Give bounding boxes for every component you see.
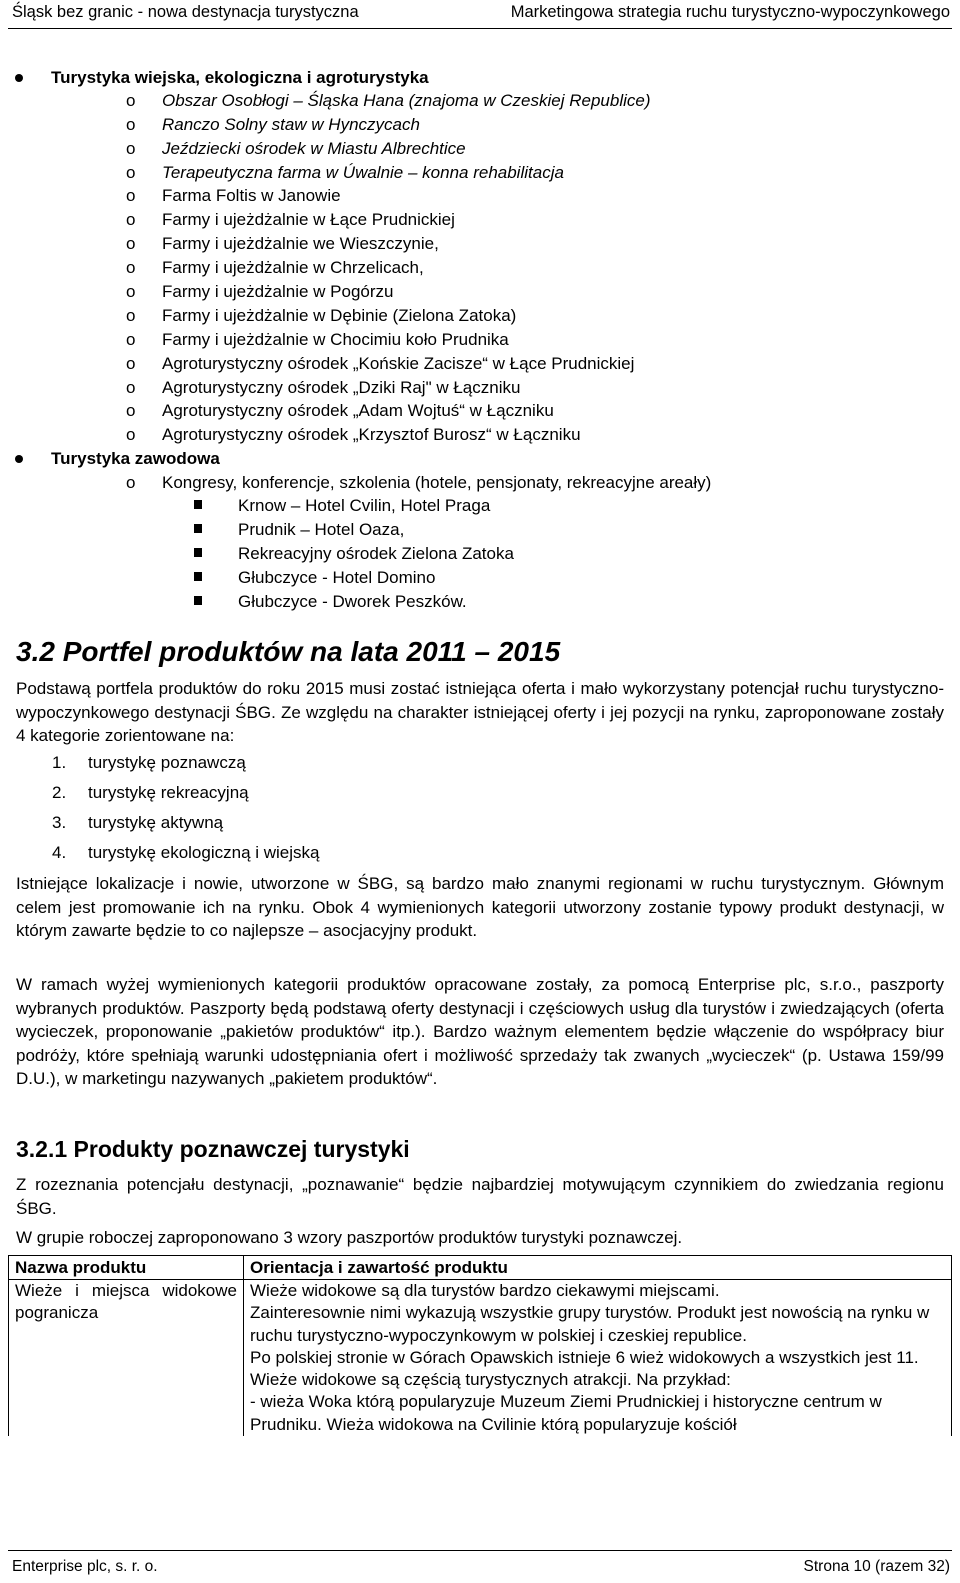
item-number: 4.	[52, 843, 67, 862]
header-left: Śląsk bez granic - nowa destynacja turystyczna	[12, 3, 359, 21]
circle-bullet-icon: o	[126, 258, 136, 277]
list-item: Farmy i ujeżdżalnie w Dębinie (Zielona Zatoka)	[162, 306, 517, 325]
paragraph: W ramach wyżej wymienionych kategorii produktów opracowane zostały, za pomocą Enterprise plc, s.r.o., paszporty wybranych produktów. Paszporty będą podstawą oferty destynacji i częściowych usług dla turystów i zwiedzających (oferta wycieczek, proponowanie „pakietów produktów“ itp.). Bardzo ważnym elementem będzie włączenie do współpracy biur podróży, które spełniają warunki udostępniania ofert i możliwość sprzedaży tak zwanych „wycieczek“ (p. Ustawa 159/99 D.U.), w marketingu nazywanych „pakietem produktów“.	[16, 975, 944, 1088]
table-header-cell: Nazwa produktu	[9, 1256, 244, 1280]
sub-list-item: Prudnik – Hotel Oaza,	[238, 520, 405, 539]
item-text: turystykę rekreacyjną	[88, 783, 249, 802]
paragraph: Istniejące lokalizacje i nowie, utworzone w ŚBG, są bardzo mało znanymi regionami w ruchu turystycznym. Głównym celem jest promowanie ich na rynku. Obok 4 wymienionych kategorii utworzony zostanie typowy produkt destynacji, w którym zawarte będzie to co najlepsze – asocjacyjny produkt.	[16, 874, 944, 940]
sub-list-item: Krnow – Hotel Cvilin, Hotel Praga	[238, 496, 491, 515]
sub-list-item: Głubczyce - Hotel Domino	[238, 568, 436, 587]
product-description-cell	[244, 1280, 952, 1437]
intro-paragraph: Podstawą portfela produktów do roku 2015 musi zostać istniejąca oferta i mało wykorzystany potencjał ruchu turystyczno-wypoczynkowego destynacji ŚBG. Ze względu na charakter istniejącej oferty i jej pozycji na rynku, zaproponowane zostały 4 kategorie zorientowane na:	[16, 679, 944, 745]
circle-bullet-icon: o	[126, 115, 136, 134]
circle-bullet-icon: o	[126, 425, 136, 444]
subsection-heading: 3.2.1 Produkty poznawczej turystyki	[16, 1136, 410, 1162]
square-bullet-icon	[194, 500, 202, 509]
footer-left: Enterprise plc, s. r. o.	[12, 1558, 158, 1575]
circle-bullet-icon: o	[126, 473, 136, 492]
table-header-row	[9, 1256, 952, 1280]
footer-divider	[8, 1550, 952, 1551]
list-item: Agroturystyczny ośrodek „Końskie Zacisze“ w Łące Prudnickiej	[162, 354, 635, 373]
circle-bullet-icon: o	[126, 378, 136, 397]
circle-bullet-icon: o	[126, 163, 136, 182]
numbered-item	[52, 781, 249, 804]
square-bullet-icon	[194, 596, 202, 605]
table-row	[9, 1280, 952, 1437]
numbered-item	[52, 811, 223, 834]
list-heading-agroturystyka: Turystyka wiejska, ekologiczna i agroturystyka	[51, 68, 429, 87]
item-text: turystykę poznawczą	[88, 753, 246, 772]
circle-bullet-icon: o	[126, 91, 136, 110]
item-number: 2.	[52, 783, 67, 802]
item-text: turystykę aktywną	[88, 813, 224, 832]
description-line: Wieże widokowe są dla turystów bardzo ciekawymi miejscami.	[250, 1281, 720, 1300]
item-number: 3.	[52, 813, 67, 832]
description-line: Po polskiej stronie w Górach Opawskich istnieje 6 wież widokowych a wszystkich jest 11.	[250, 1347, 919, 1367]
list-item: Ranczo Solny staw w Hynczycach	[162, 115, 420, 134]
list-item: Jeździecki ośrodek w Miastu Albrechtice	[162, 139, 466, 158]
footer-page-number: Strona 10 (razem 32)	[803, 1558, 950, 1575]
circle-bullet-icon: o	[126, 186, 136, 205]
circle-bullet-icon: o	[126, 210, 136, 229]
list-item: Farmy i ujeżdżalnie we Wieszczynie,	[162, 234, 439, 253]
list-item: Farmy i ujeżdżalnie w Pogórzu	[162, 282, 394, 301]
numbered-item	[52, 841, 319, 864]
list-item: Agroturystyczny ośrodek „Dziki Raj" w Łączniku	[162, 378, 521, 397]
circle-bullet-icon: o	[126, 354, 136, 373]
list-item: Kongresy, konferencje, szkolenia (hotele, pensjonaty, rekreacyjne areały)	[162, 473, 712, 492]
list-item: Obszar Osobłogi – Śląska Hana (znajoma w Czeskiej Republice)	[162, 91, 651, 110]
paragraph: W grupie roboczej zaproponowano 3 wzory paszportów produktów turystyki poznawczej.	[16, 1228, 683, 1247]
list-item: Terapeutyczna farma w Úwalnie – konna rehabilitacja	[162, 163, 564, 182]
item-number: 1.	[52, 753, 67, 772]
table-header-cell: Orientacja i zawartość produktu	[244, 1256, 952, 1280]
square-bullet-icon	[194, 524, 202, 533]
sub-list-item: Głubczyce - Dworek Peszków.	[238, 592, 467, 611]
list-item: Farmy i ujeżdżalnie w Chrzelicach,	[162, 258, 424, 277]
paragraph: Z rozeznania potencjału destynacji, „poznawanie“ będzie najbardziej motywującym czynnikiem do zwiedzania regionu ŚBG.	[16, 1175, 944, 1218]
bullet-icon	[15, 455, 23, 463]
list-heading-zawodowa: Turystyka zawodowa	[51, 449, 220, 468]
circle-bullet-icon: o	[126, 234, 136, 253]
list-item: Farmy i ujeżdżalnie w Chocimiu koło Prudnika	[162, 330, 509, 349]
list-item: Agroturystyczny ośrodek „Adam Wojtuś“ w Łączniku	[162, 401, 554, 420]
sub-list-item: Rekreacyjny ośrodek Zielona Zatoka	[238, 544, 514, 563]
square-bullet-icon	[194, 548, 202, 557]
bullet-icon	[15, 74, 23, 82]
circle-bullet-icon: o	[126, 401, 136, 420]
square-bullet-icon	[194, 572, 202, 581]
numbered-item	[52, 751, 246, 774]
list-item: Agroturystyczny ośrodek „Krzysztof Burosz“ w Łączniku	[162, 425, 581, 444]
circle-bullet-icon: o	[126, 306, 136, 325]
list-item: Farma Foltis w Janowie	[162, 186, 341, 205]
product-table	[8, 1255, 952, 1436]
header-divider	[8, 28, 952, 29]
section-heading: 3.2 Portfel produktów na lata 2011 – 2015	[16, 636, 561, 667]
list-item: Farmy i ujeżdżalnie w Łące Prudnickiej	[162, 210, 455, 229]
description-line: - wieża Woka którą popularyzuje Muzeum Ziemi Prudnickiej i historyczne centrum w Prudniku. Wieża widokowa na Cvilinie którą popularyzuje kościół	[250, 1392, 882, 1434]
header-right: Marketingowa strategia ruchu turystyczno-wypoczynkowego	[510, 3, 950, 21]
description-line: Wieże widokowe są częścią turystycznych atrakcji. Na przykład:	[250, 1370, 731, 1390]
description-line: Zainteresownie nimi wykazują wszystkie grupy turystów. Produkt jest nowością na rynku w ruchu turystyczno-wypoczynkowym w polskiej i czeskiej republice.	[250, 1303, 930, 1345]
product-name-cell: Wieże i miejsca widokowe pogranicza	[9, 1280, 244, 1437]
circle-bullet-icon: o	[126, 330, 136, 349]
circle-bullet-icon: o	[126, 282, 136, 301]
item-text: turystykę ekologiczną i wiejską	[88, 843, 320, 862]
circle-bullet-icon: o	[126, 139, 136, 158]
